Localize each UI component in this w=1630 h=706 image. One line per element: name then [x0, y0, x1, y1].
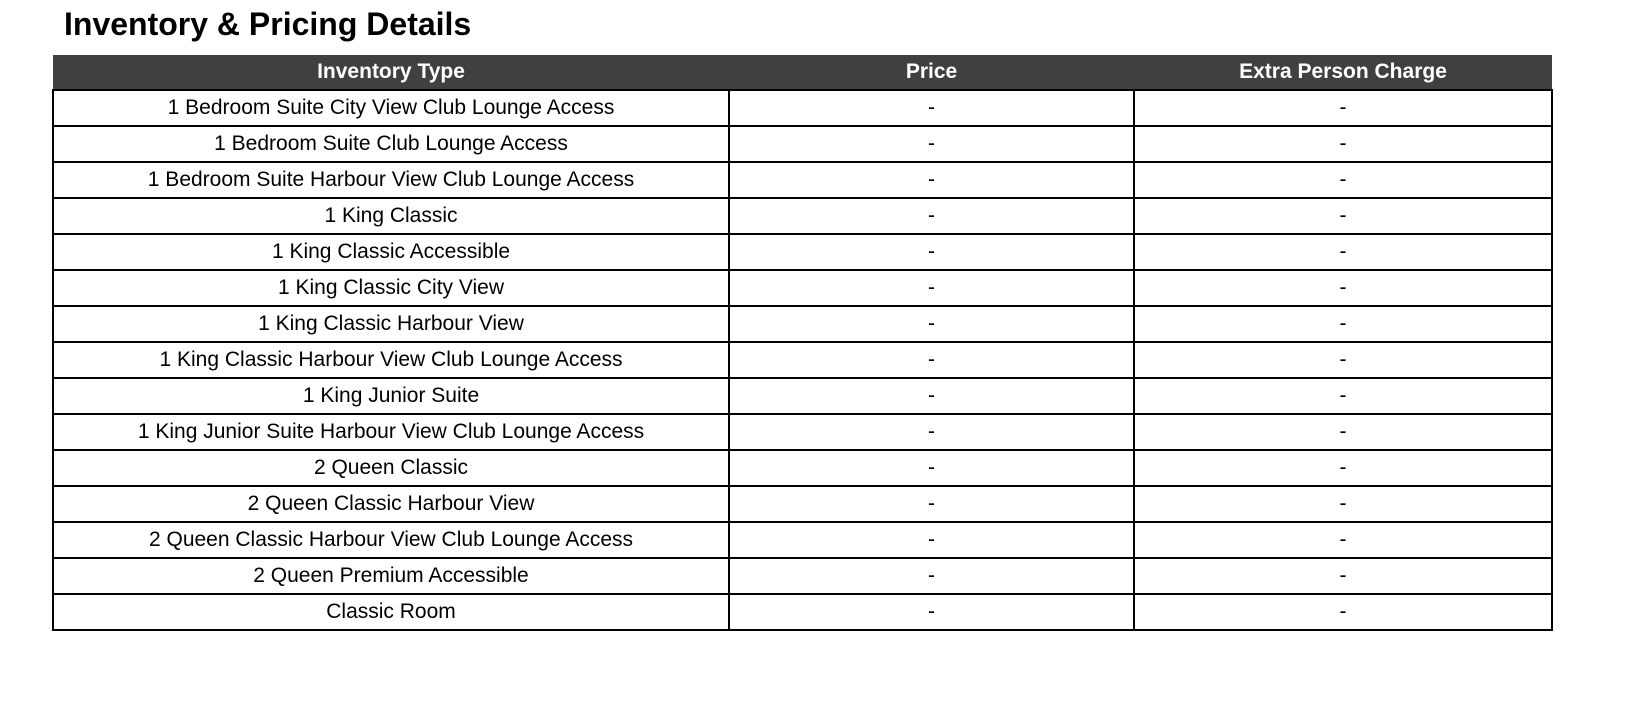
page-title: Inventory & Pricing Details — [64, 6, 472, 42]
price-cell: - — [729, 306, 1134, 342]
column-header-extra-person-charge: Extra Person Charge — [1134, 55, 1552, 90]
table-row — [53, 126, 1552, 162]
extra-person-charge-cell: - — [1134, 414, 1552, 450]
extra-person-charge-cell: - — [1134, 486, 1552, 522]
inventory-type-cell: 2 Queen Classic Harbour View Club Lounge Access — [53, 522, 729, 558]
extra-person-charge-cell: - — [1134, 234, 1552, 270]
extra-person-charge-cell: - — [1134, 306, 1552, 342]
inventory-type-cell: 1 King Classic Accessible — [53, 234, 729, 270]
extra-person-charge-cell: - — [1134, 450, 1552, 486]
inventory-type-cell: Classic Room — [53, 594, 729, 630]
extra-person-charge-cell: - — [1134, 162, 1552, 198]
extra-person-charge-cell: - — [1134, 378, 1552, 414]
price-cell: - — [729, 126, 1134, 162]
price-cell: - — [729, 450, 1134, 486]
table-row — [53, 342, 1552, 378]
price-cell: - — [729, 90, 1134, 126]
table-row — [53, 450, 1552, 486]
extra-person-charge-cell: - — [1134, 342, 1552, 378]
extra-person-charge-cell: - — [1134, 558, 1552, 594]
price-cell: - — [729, 162, 1134, 198]
price-cell: - — [729, 486, 1134, 522]
table-row — [53, 234, 1552, 270]
inventory-type-cell: 1 King Classic Harbour View Club Lounge Access — [53, 342, 729, 378]
table-row — [53, 414, 1552, 450]
inventory-type-cell: 2 Queen Classic — [53, 450, 729, 486]
extra-person-charge-cell: - — [1134, 126, 1552, 162]
table-row — [53, 558, 1552, 594]
inventory-type-cell: 1 Bedroom Suite Harbour View Club Lounge Access — [53, 162, 729, 198]
price-cell: - — [729, 270, 1134, 306]
inventory-type-cell: 2 Queen Classic Harbour View — [53, 486, 729, 522]
inventory-type-cell: 1 King Junior Suite — [53, 378, 729, 414]
table-row — [53, 306, 1552, 342]
price-cell: - — [729, 342, 1134, 378]
extra-person-charge-cell: - — [1134, 90, 1552, 126]
price-cell: - — [729, 198, 1134, 234]
inventory-type-cell: 2 Queen Premium Accessible — [53, 558, 729, 594]
table-row — [53, 198, 1552, 234]
table-row — [53, 378, 1552, 414]
inventory-type-cell: 1 Bedroom Suite Club Lounge Access — [53, 126, 729, 162]
inventory-type-cell: 1 King Classic — [53, 198, 729, 234]
price-cell: - — [729, 234, 1134, 270]
extra-person-charge-cell: - — [1134, 198, 1552, 234]
inventory-table — [52, 55, 1553, 631]
inventory-type-cell: 1 King Junior Suite Harbour View Club Lounge Access — [53, 414, 729, 450]
column-header-inventory-type: Inventory Type — [53, 55, 729, 90]
inventory-type-cell: 1 King Classic City View — [53, 270, 729, 306]
table-row — [53, 486, 1552, 522]
table-row — [53, 162, 1552, 198]
table-row — [53, 522, 1552, 558]
price-cell: - — [729, 522, 1134, 558]
table-row — [53, 90, 1552, 126]
inventory-type-cell: 1 Bedroom Suite City View Club Lounge Access — [53, 90, 729, 126]
extra-person-charge-cell: - — [1134, 270, 1552, 306]
price-cell: - — [729, 378, 1134, 414]
extra-person-charge-cell: - — [1134, 594, 1552, 630]
table-row — [53, 594, 1552, 630]
price-cell: - — [729, 414, 1134, 450]
price-cell: - — [729, 558, 1134, 594]
table-row — [53, 270, 1552, 306]
extra-person-charge-cell: - — [1134, 522, 1552, 558]
inventory-type-cell: 1 King Classic Harbour View — [53, 306, 729, 342]
column-header-price: Price — [729, 55, 1134, 90]
table-header-row — [53, 55, 1552, 90]
price-cell: - — [729, 594, 1134, 630]
